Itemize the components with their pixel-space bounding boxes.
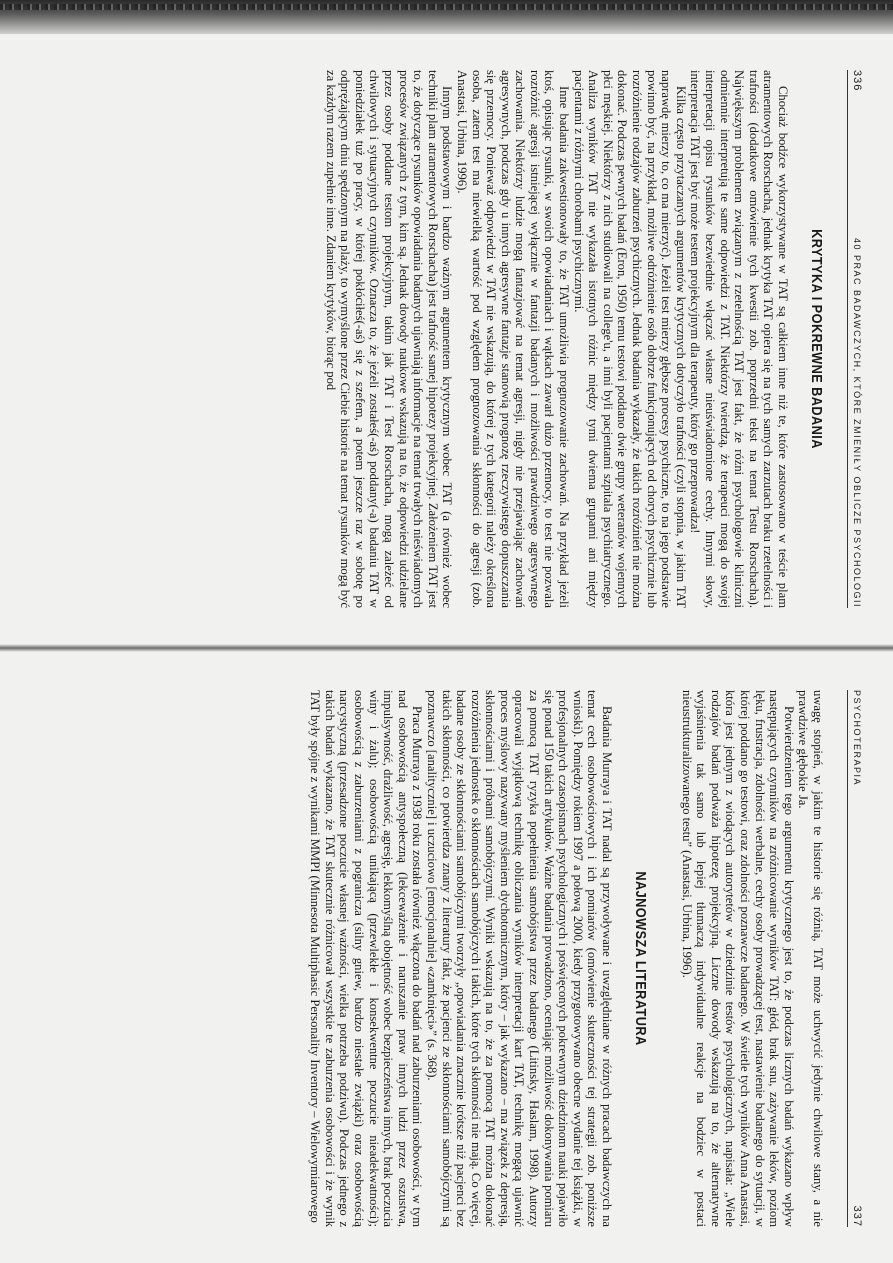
running-head-left bbox=[847, 70, 863, 608]
paragraph: Praca Murraya z 1938 roku została również włączona do badań nad zaburzeniami osobowości, w tym nad osobowością antyspołeczną (lekceważenie i naruszanie praw innych ludzi przez oszustwa, impulsywność, drażliwość, agresję, lekkomyślną obojętność wobec bezpieczeństwa innych, brak poczucia winy i żalu); osobowością unikającą (przewlekłe i konsekwentne poczucie nieadekwatności); osobowością z zaburzeniami z pogranicza (silny gniew, bardzo niestałe związki) oraz osobowością narcystyczną (przesadzone poczucie własnej ważności, wielka potrzeba podziwu). Podczas jednego z takich badań wykazano, że TAT skutecznie różnicował wszystkie te zaburzenia osobowości i że wynik TAT były spójne z wynikami MMPI (Minnesota Multiphasic Personality Inventory – Wielowymiarowego bbox=[308, 690, 425, 1227]
paragraph: Badania Murraya i TAT nadal są przywoływane i uwzględniane w różnych pracach badawczych na temat cech osobowościowych i ich pomiarów (omówienie skuteczności tej strategii zob. poniższe wnioski). Pomiędzy rokiem 1997 a połową 2000, kiedy przygotowywano obecne wydanie tej książki, w profesjonalnych czasopismach psychologicznych i poświęconych pokrewnym dziedzinom nauki pojawiło się ponad 150 takich artykułów. Ważne badania prowadzono, oceniając możliwość dokonywania pomiaru za pomocą TAT ryzyka popełnienia samobójstwa przez badanego (Litinsky, Haslam, 1998). Autorzy opracowali wyjątkową technikę obliczania wyników interpretacji kart TAT, technikę mogącą ujawnić proces myślowy nazywany myśleniem dychotomicznym, który – jak wykazano – ma związek z depresją, skłonnościami i próbami samobójczymi. Wyniki wskazują na to, że za pomocą TAT można dokonać rozróżnienia jednostek o skłonnościach samobójczych i takich, które tych skłonności nie mają. Co więcej, badane osoby ze skłonnościami samobójczymi tworzyły „opowiadania znacznie krótsze niż pacjenci bez takich skłonności, co potwierdza znany z literatury fakt, że pacjenci ze skłonnościami samobójczymi są poznawczo [analitycznie] i uczuciowo [emocjonalnie] «zamknięci»” (s. 368). bbox=[424, 690, 615, 1227]
paragraph: Innym podstawowym i bardzo ważnym argumentem krytycznym wobec TAT (a również wobec techniki plam atramentowych Rorschacha) jest trafność samej hipotezy projekcyjnej. Założeniem TAT jest to, że dotyczące rysunków opowiadania badanych ujawniają informacje na temat trwałych nieświadomych procesów związanych z tym, kim są. Jednak dowody naukowe wskazują na to, że odpowiedzi udzielane przez osoby poddane testom projekcyjnym, takim jak TAT i Test Rorschacha, mogą zależeć od chwilowych i sytuacyjnych czynników. Oznacza to, że jeżeli zostałeś(-aś) poddany(-a) badaniu TAT w poniedziałek tuż po pracy, w której pokłóciłeś(-aś) się z szefem, a potem jeszcze raz w sobotę po odprężającym dniu spędzonym na plaży, to wymyślone przez Ciebie historie na temat rysunków mogą być za każdym razem zupełnie inne. Zdaniem krytyków, biorąc pod bbox=[323, 70, 455, 608]
paragraph: uwagę stopień, w jakim te historie się różnią, TAT może uchwycić jedynie chwilowe stany, a nie prawdziwe głębokie Ja. bbox=[796, 690, 825, 1227]
running-head-right bbox=[847, 690, 863, 1227]
running-head-title-left: 40 PRAC BADAWCZYCH, KTÓRE ZMIENIŁY OBLICZE PSYCHOLOGII bbox=[852, 237, 862, 608]
paragraph: Chociaż bodźce wykorzystywane w TAT są całkiem inne niż te, które zastosowano w teście plam atramentowych Rorschacha, jednak krytyka TAT opiera się na tych samych zarzutach braku rzetelności i trafności (dodatkowe omówienie tych kwestii zob. poprzedni tekst na temat Testu Rorschacha). Największym problemem związanym z rzetelnością TAT jest fakt, że różni psychologowie kliniczni odmiennie interpretują te same odpowiedzi z TAT. Niektórzy twierdzą, że terapeuci mogą do swojej interpretacji opisu rysunków bezwiednie włączać własne nieuświadomione cechy. Innymi słowy, interpretacja TAT jest być może testem projekcyjnym dla terapeuty, który go przeprowadza! bbox=[688, 70, 790, 608]
page-number-right: 337 bbox=[851, 1205, 863, 1227]
paragraph: Kilka często przytaczanych argumentów krytycznych dotyczyło trafności (czyli stopnia, w jakim TAT naprawdę mierzy to, co ma mierzyć). Jeżeli test mierzy głębsze procesy psychiczne, to na jego podstawie powinno być, na przykład, możliwe odróżnienie osób dobrze funkcjonujących od chorych psychicznie lub rozróżnienie rodzajów zaburzeń psychicznych. Jednak badania wykazały, że takich rozróżnień nie można dokonać. Podczas pewnych badań (Eron, 1950) temu testowi poddano dwie grupy weteranów wojennych płci męskiej. Niektórzy z nich studiowali na college'u, a inni byli pacjentami szpitala psychiatrycznego. Analiza wyników TAT nie wykazała istotnych różnic między tymi dwiema grupami ani między pacjentami z różnymi chorobami psychicznymi. bbox=[571, 70, 688, 608]
section-heading-critique: KRYTYKA I POKREWNE BADANIA bbox=[808, 229, 825, 449]
right-page bbox=[0, 648, 893, 1263]
page-number-left: 336 bbox=[851, 70, 863, 92]
section-heading-literature: NAJNOWSZA LITERATURA bbox=[632, 871, 650, 1046]
book-spread bbox=[0, 34, 893, 1263]
running-head-title-right: PSYCHOTERAPIA bbox=[852, 690, 862, 787]
scanner-shadow bbox=[0, 0, 893, 34]
left-page bbox=[0, 34, 893, 648]
paragraph: Inne badania zakwestionowały to, że TAT umożliwia prognozowanie zachowań. Na przykład jeżeli ktoś, opisując rysunki, w swoich opowiadaniach i wątkach zawarł dużo przemocy, to test nie pozwala rozróżnić agresji istniejącej wyłącznie w fantazji badanych i możliwości prawdziwego agresywnego zachowania. Niektórzy ludzie mogą fantazjować na temat agresji, nigdy nie przejawiając zachowań agresywnych, podczas gdy u innych agresywne fantazje stanowią prognozę rzeczywistego dopuszczania się przemocy. Ponieważ odpowiedzi w TAT nie wskazują, do której z tych kategorii należy określona osoba, zatem test ma niewielką wartość pod względem prognozowania skłonności do agresji (zob. Anastasi, Urbina, 1996). bbox=[454, 70, 572, 608]
paragraph: Potwierdzeniem tego argumentu krytycznego jest to, że podczas licznych badań wykazano wpływ następujących czynników na zróżnicowanie wyników TAT: głód, brak snu, zażywanie leków, poziom lęku, frustracja, zdolności werbalne, cechy osoby prowadzącej test, nastawienie badanego do sytuacji, w której poddano go testowi, oraz zdolności poznawcze badanego. W świetle tych wyników Anna Anastasi, która jest jednym z wiodących autorytetów w dziedzinie testów psychologicznych, napisała: „Wiele rodzajów badań podważa hipotezę projekcyjną. Liczne dowody wskazują na to, że alternatywne wyjaśnienia tak samo lub lepiej tłumaczą indywidualne reakcje na bodziec w postaci nieustrukturalizowanego testu” (Anastasi, Urbina, 1996). bbox=[679, 690, 796, 1227]
